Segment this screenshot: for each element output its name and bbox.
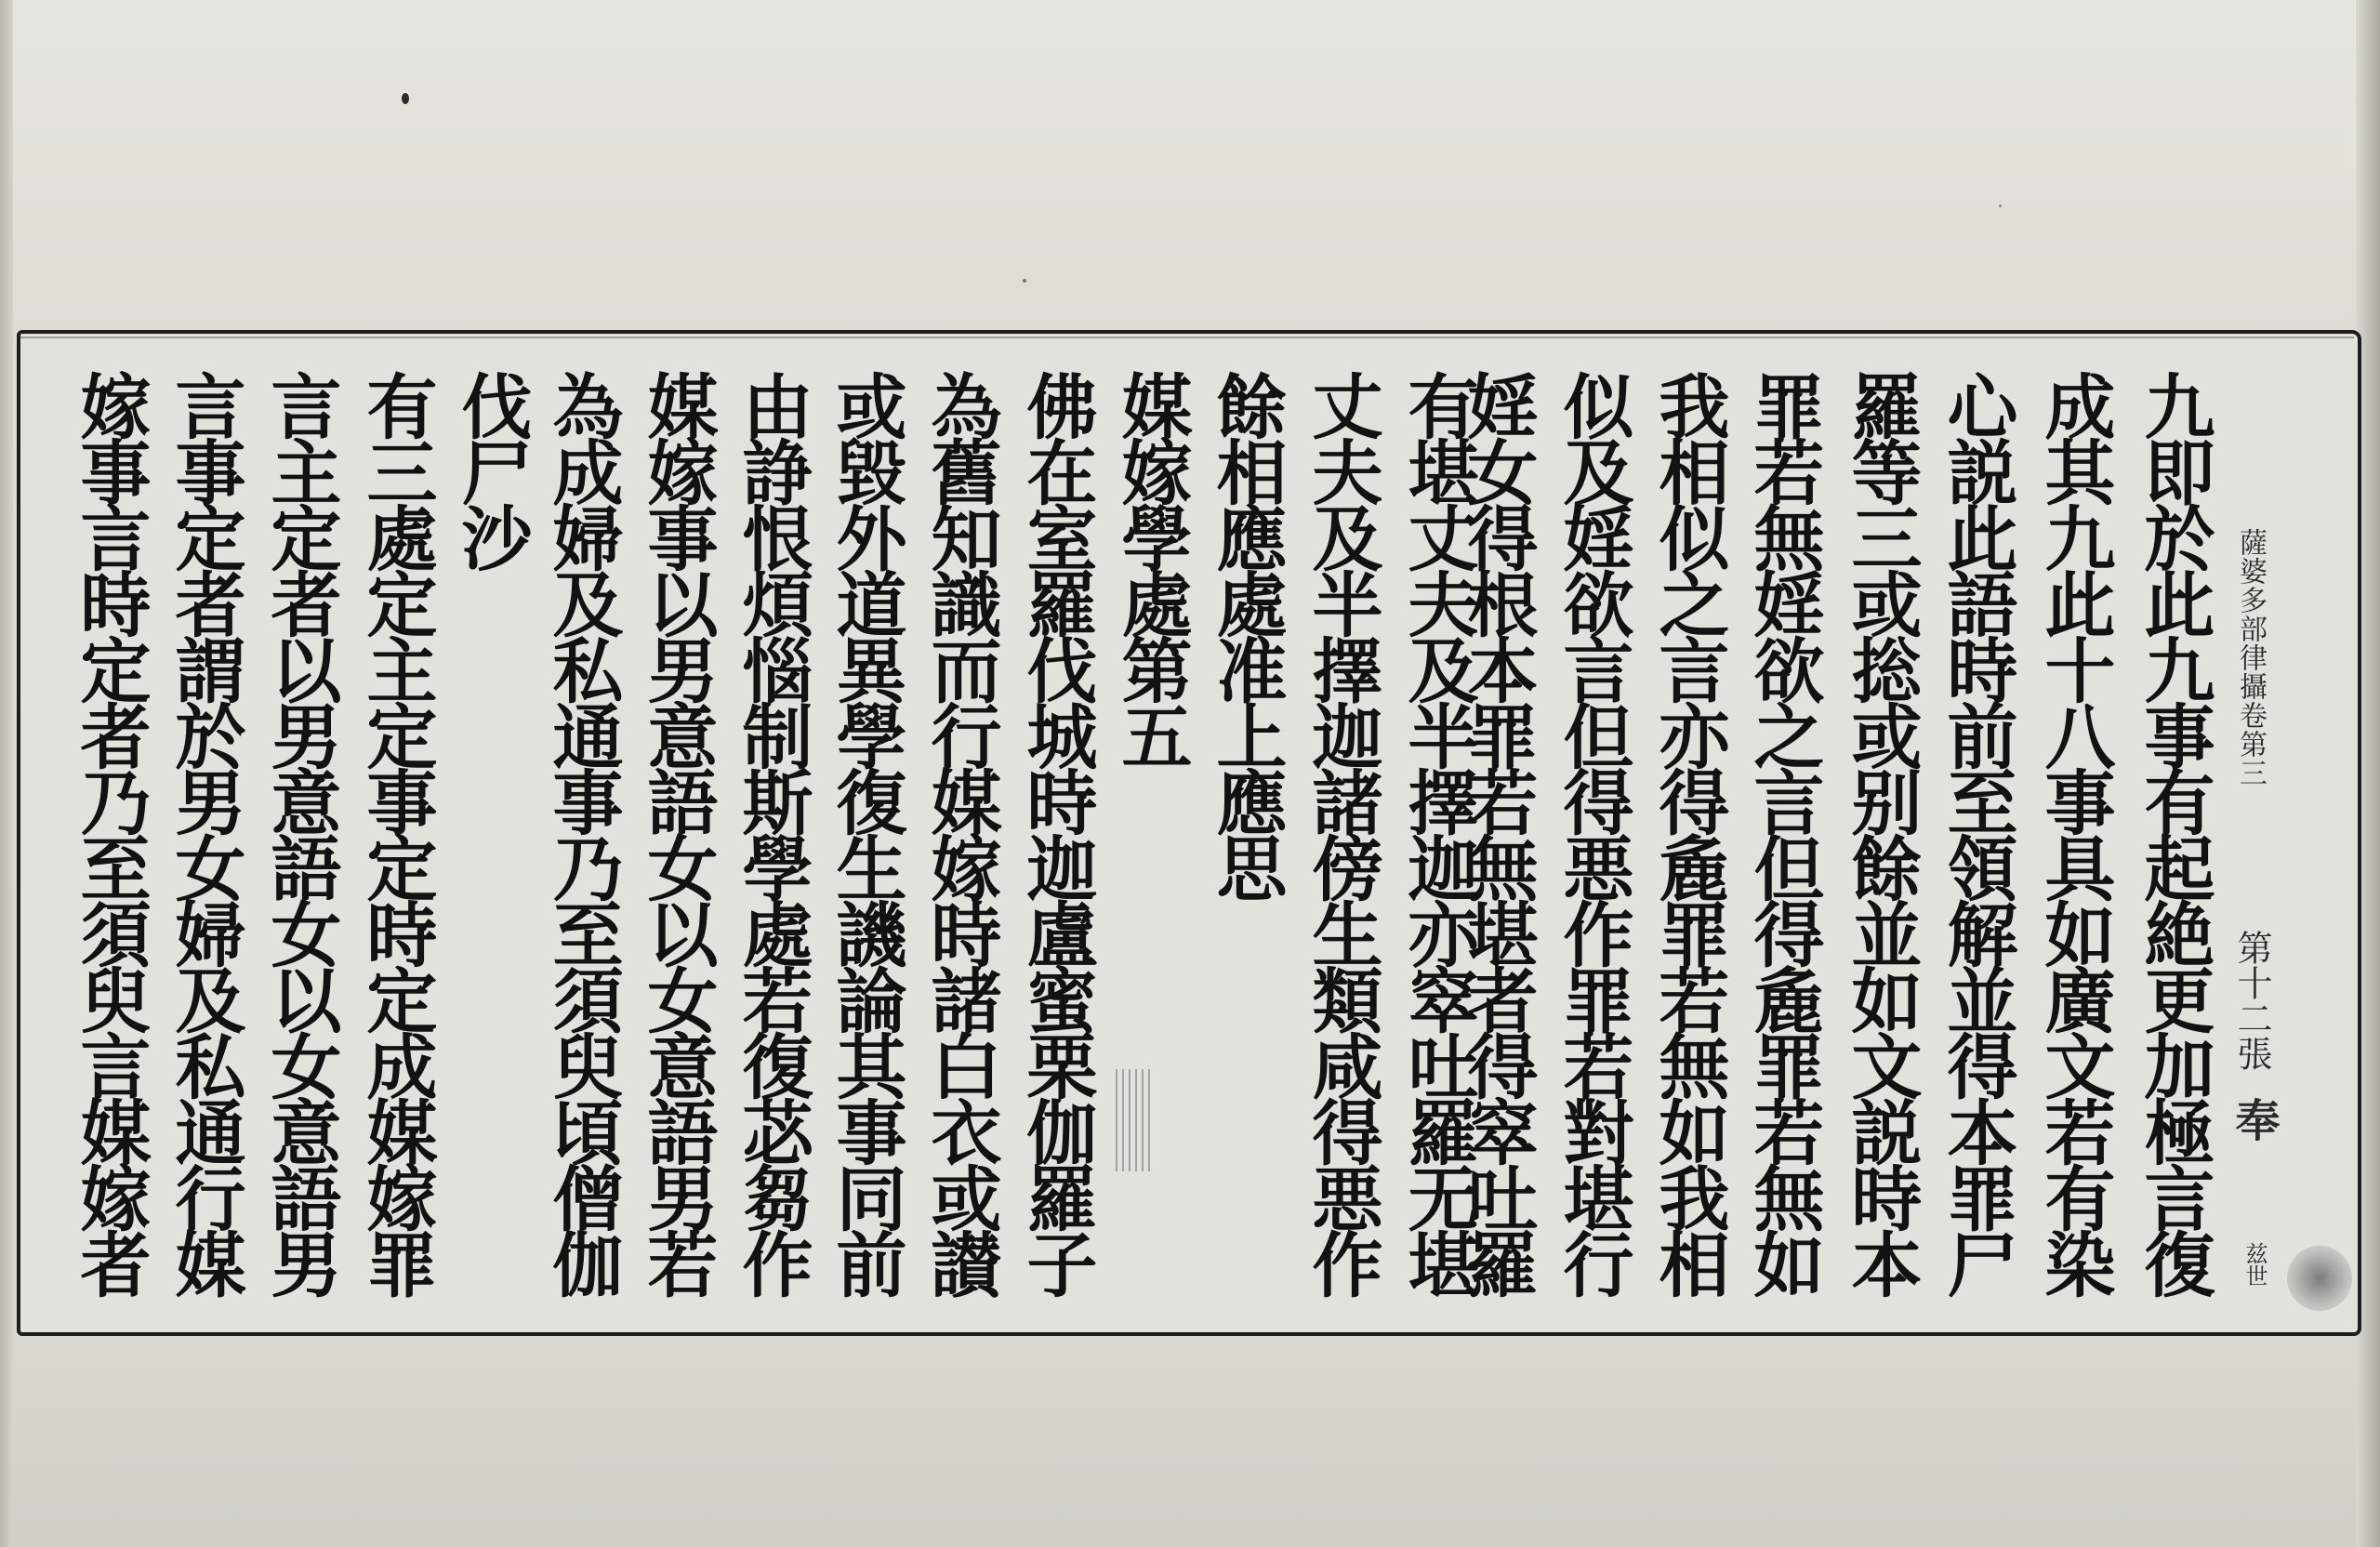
ink-speck (1023, 279, 1026, 283)
text-column: 羅等三或捴或别餘並如文説時本 (1840, 370, 1923, 1294)
text-column: 由諍恨煩惱制斯學處若復苾芻作 (731, 370, 813, 1294)
bottom-margin (0, 1329, 2380, 1547)
marginal-folio-number: 第十二張 (2231, 930, 2272, 1071)
frame-top-rule (20, 337, 2354, 338)
left-page-edge (0, 0, 13, 1547)
ink-smudge (2287, 1246, 2352, 1311)
section-heading: 媒嫁學處第五 (1110, 370, 1193, 766)
text-column: 有三處定主定事定時定成媒嫁罪 (355, 370, 438, 1294)
top-margin (0, 0, 2380, 335)
ink-speck (402, 93, 409, 104)
text-column: 九即於此九事有起絶更加極言復 (2133, 370, 2215, 1294)
text-column: 或毀外道異學復生譏論其事同前 (825, 370, 907, 1294)
text-column: 嫁事言時定者乃至須臾言媒嫁者 (69, 370, 152, 1294)
text-column: 心説此語時前至領解並得本罪尸 (1936, 370, 2018, 1294)
text-column: 我相似之言亦得麁罪若無如我相 (1647, 370, 1730, 1294)
text-column: 媒嫁事以男意語女以女意語男若 (636, 370, 719, 1294)
text-column: 似及婬欲言但得悪作罪若對堪行 (1552, 370, 1634, 1294)
text-column: 佛在室羅伐城時迦盧蜜栗伽羅子 (1015, 370, 1098, 1294)
text-column: 罪若無婬欲之言但得麁罪若無如 (1742, 370, 1825, 1294)
marginal-title-note: 薩婆多部律攝卷第三 (2234, 528, 2267, 787)
text-column: 成其九此十八事具如廣文若有染 (2033, 370, 2116, 1294)
text-column: 言主定者以男意語女以女意語男 (259, 370, 342, 1294)
text-column: 為成婦及私通事乃至須臾頃僧伽 (541, 370, 624, 1294)
text-column: 丈夫及半擇迦諸傍生類咸得悪作 (1301, 370, 1383, 1294)
text-column: 為舊知識而行媒嫁時諸白衣或讃 (919, 370, 1002, 1294)
text-column: 餘相應處准上應思 (1205, 370, 1288, 898)
ink-speck (1999, 205, 2002, 207)
marginal-mark: 奉 (2228, 1097, 2280, 1142)
text-column: 婬女得根本罪若無堪者得窣吐羅 (1456, 370, 1539, 1294)
text-column: 伐尸沙 (450, 370, 533, 568)
text-column: 言事定者謂於男女婦及私通行媒 (164, 370, 246, 1294)
text-column: 有堪丈夫及半擇迦亦窣吐羅无堪 (1396, 370, 1479, 1294)
marginal-seal: 兹世 (2241, 1242, 2268, 1287)
ink-streak (1116, 1069, 1153, 1171)
